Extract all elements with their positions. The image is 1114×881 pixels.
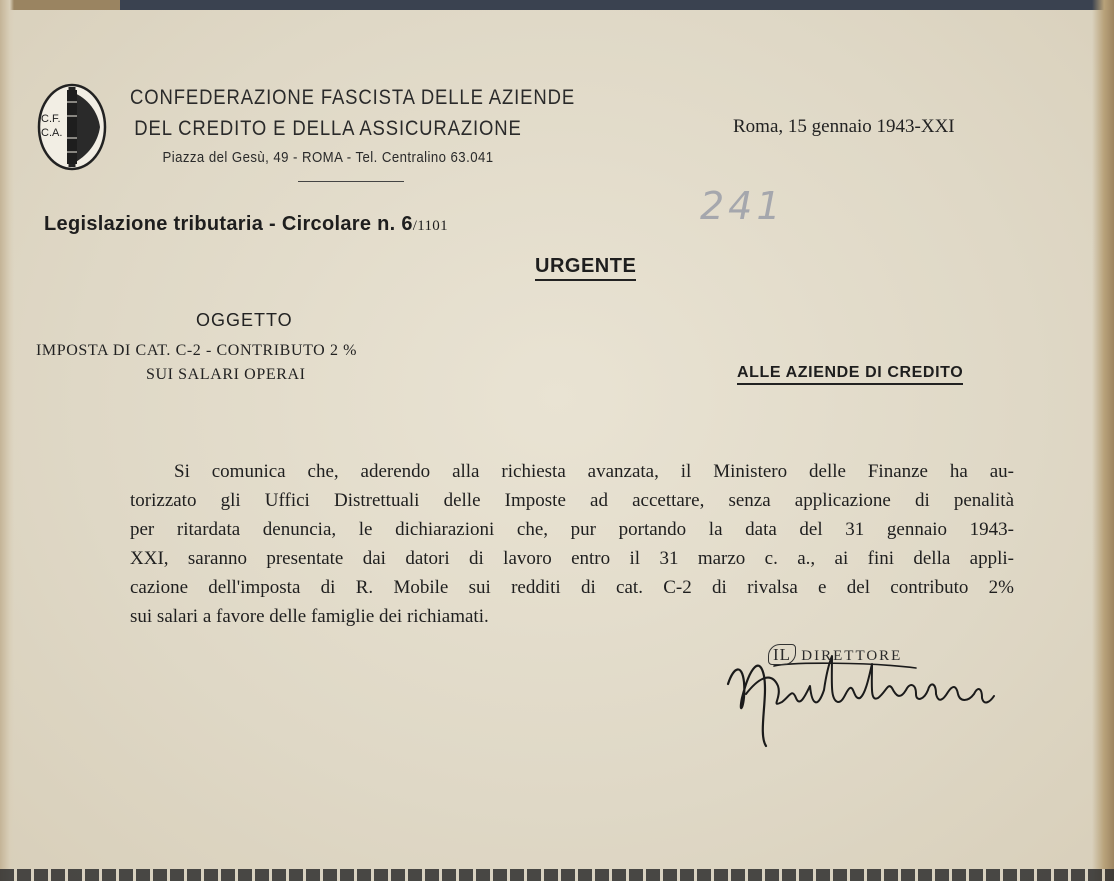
org-name-line1: CONFEDERAZIONE FASCISTA DELLE AZIENDE: [130, 86, 576, 109]
org-name-line2: DEL CREDITO E DELLA ASSICURAZIONE: [134, 117, 522, 140]
header-divider: [298, 181, 404, 182]
urgency-label: URGENTE: [535, 255, 636, 281]
logo-text-bottom: C.A.: [41, 127, 63, 139]
subject-line1: IMPOSTA DI CAT. C-2 - CONTRIBUTO 2 %: [36, 342, 358, 359]
dateline: Roma, 15 gennaio 1943-XXI: [733, 116, 955, 137]
body-line: torizzato gli Uffici Distrettuali delle Imposte ad accettare, senza applicazione di penalità: [130, 490, 1014, 511]
organization-header: [130, 86, 576, 168]
subject-label: OGGETTO: [196, 310, 293, 330]
circular-title-text: Legislazione tributaria - Circolare n. 6: [44, 213, 413, 235]
body-line: per ritardata denuncia, le dichiarazioni che, pur portando la data del 31 gennaio 1943-: [130, 519, 1014, 540]
addressee: ALLE AZIENDE DI CREDITO: [737, 364, 963, 385]
body-paragraph: [130, 457, 1014, 631]
body-line: XXI, saranno presentate dai datori di lavoro entro il 31 marzo c. a., ai fini della appli-: [130, 548, 1014, 569]
org-address: Piazza del Gesù, 49 - ROMA - Tel. Centralino 63.041: [162, 149, 494, 166]
scan-right-edge: [1092, 0, 1114, 881]
scan-bottom-edge: [0, 869, 1114, 881]
archive-number: 241: [700, 184, 785, 228]
scan-top-edge: [0, 0, 1114, 10]
subject-line2: SUI SALARI OPERAI: [146, 366, 306, 383]
body-line: sui salari a favore delle famiglie dei richiamati.: [130, 606, 489, 627]
body-line: cazione dell'imposta di R. Mobile sui redditi di cat. C-2 di rivalsa e del contributo 2%: [130, 577, 1014, 598]
circular-title: [44, 213, 448, 236]
signature-title-il: IL: [768, 644, 796, 665]
body-line: Si comunica che, aderendo alla richiesta avanzata, il Ministero delle Finanze ha au-: [174, 461, 1014, 482]
signature-title: [768, 645, 902, 665]
scan-left-edge: [0, 0, 14, 881]
circular-number-suffix: /1101: [412, 218, 448, 234]
logo-text-top: C.F.: [41, 113, 61, 125]
confederation-logo: [36, 82, 108, 172]
scan-top-edge-paper: [0, 0, 120, 10]
signature-title-rest: DIRETTORE: [801, 648, 903, 664]
